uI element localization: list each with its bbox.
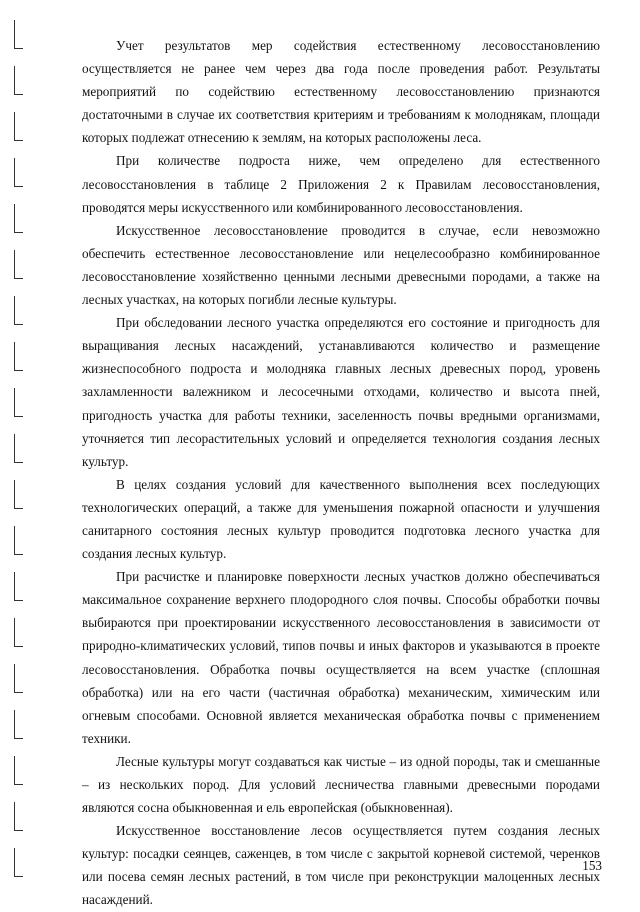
paragraph: В целях создания условий для качественного выполнения всех последующих технологических операций, а также для уменьшения пожарной опасности и улучшения санитарного состояния лесных культур проводится подготовка лесного участка для создания лесных культур. <box>82 476 600 562</box>
page-number: 153 <box>582 858 602 873</box>
paragraph: Искусственное лесовосстановление проводится в случае, если невозможно обеспечить естественное лесовосстановление или нецелесообразно комбинированное лесовосстановление хозяйственно ценными лесными древесными породами, а также на лесных участках, на которых погибли лесные культуры. <box>82 222 600 308</box>
paragraph: При обследовании лесного участка определяются его состояние и пригодность для выращивания лесных насаждений, устанавливаются количество и размещение жизнеспособного подроста и молодняка главных лесных древесных пород, уровень захламленности валежником и лесосечными отходами, количество и высота пней, пригодность участка для работы техники, заселенность почвы вредными организмами, уточняется тип лесорастительных условий и определяется технология создания лесных культур. <box>82 315 600 469</box>
binding-mark <box>14 388 23 417</box>
binding-mark <box>14 572 23 601</box>
binding-mark <box>14 710 23 739</box>
binding-mark <box>14 526 23 555</box>
binding-mark <box>14 342 23 371</box>
binding-mark <box>14 802 23 831</box>
binding-mark <box>14 204 23 233</box>
binding-mark <box>14 848 23 877</box>
binding-mark <box>14 112 23 141</box>
paragraph: При расчистке и планировке поверхности лесных участков должно обеспечиваться максимальное сохранение верхнего плодородного слоя почвы. Способы обработки почвы выбираются при проектировании искусственного лесовосстановления в зависимости от природно-климатических условий, типов почвы и иных факторов и указываются в проекте лесовосстановления. Обработка почвы осуществляется на всем участке (сплошная обработка) или на его части (частичная обработка) механическим, химическим или огневым способами. Основной является механическая обработка почвы с применением техники. <box>82 569 600 746</box>
paragraph: Искусственное восстановление лесов осуществляется путем создания лесных культур: посадки сеянцев, саженцев, в том числе с закрытой корневой системой, черенков или посева семян лесных растений, в том числе при реконструкции малоценных лесных насаждений. <box>82 823 600 908</box>
binding-mark <box>14 664 23 693</box>
binding-mark <box>14 480 23 509</box>
binding-mark <box>14 66 23 95</box>
paragraph: Учет результатов мер содействия естественному лесовосстановлению осуществляется не ранее чем через два года после проведения работ. Результаты мероприятий по содействию естественному лесовосстановлению признаются достаточными в случае их соответствия критериям и требованиям к молоднякам, площади которых подлежат отнесению к землям, на которых расположены леса. <box>82 38 600 146</box>
paragraph: При количестве подроста ниже, чем определено для естественного лесовосстановления в таблице 2 Приложения 2 к Правилам лесовосстановления, проводятся меры искусственного или комбинированного лесовосстановления. <box>82 153 600 215</box>
binding-mark <box>14 434 23 463</box>
binding-mark <box>14 618 23 647</box>
binding-mark <box>14 158 23 187</box>
page-body <box>82 34 600 912</box>
binding-mark <box>14 296 23 325</box>
binding-mark <box>14 250 23 279</box>
binding-mark <box>14 20 23 49</box>
paragraph: Лесные культуры могут создаваться как чистые – из одной породы, так и смешанные – из нескольких пород. Для условий лесничества главными древесными породами являются сосна обыкновенная и ель европейская (обыкновенная). <box>82 753 600 816</box>
binding-margin <box>4 0 34 905</box>
binding-mark <box>14 756 23 785</box>
